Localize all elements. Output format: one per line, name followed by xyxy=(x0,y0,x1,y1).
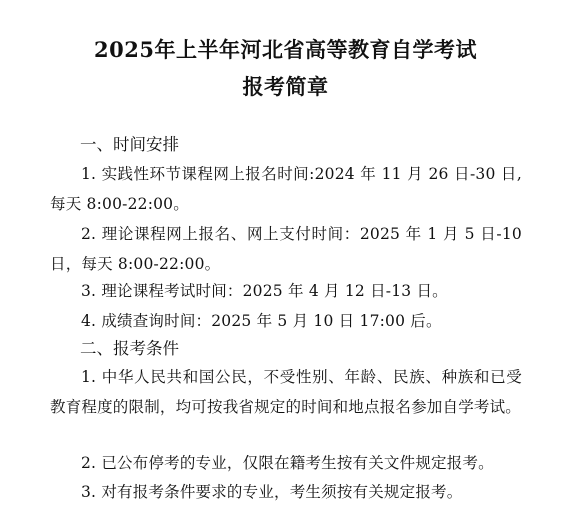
document-title-line-1: 2025年上半年河北省高等教育自学考试 xyxy=(94,37,477,62)
paragraph-major-requirements: 3. 对有报考条件要求的专业，考生须按有关规定报考。 xyxy=(81,483,463,501)
paragraph-theory-registration-time: 2. 理论课程网上报名、网上支付时间：2025 年 1 月 5 日-10 日，每天 8:00-22:00。 xyxy=(50,225,522,273)
paragraph-score-query-time: 4. 成绩查询时间：2025 年 5 月 10 日 17:00 后。 xyxy=(81,312,442,330)
paragraph-citizen-eligibility: 1. 中华人民共和国公民，不受性别、年龄、民族、种族和已受教育程度的限制，均可按我省规定的时间和地点报名参加自学考试。 xyxy=(50,368,522,416)
paragraph-practice-registration-time: 1. 实践性环节课程网上报名时间:2024 年 11 月 26 日-30 日,每天 8:00-22:00。 xyxy=(50,165,522,213)
document-title-line-2: 报考简章 xyxy=(242,74,329,99)
paragraph-exam-time: 3. 理论课程考试时间：2025 年 4 月 12 日-13 日。 xyxy=(81,282,448,300)
section-heading-eligibility: 二、报考条件 xyxy=(80,339,179,358)
paragraph-suspended-majors: 2. 已公布停考的专业，仅限在籍考生按有关文件规定报考。 xyxy=(81,454,494,472)
section-heading-time-schedule: 一、时间安排 xyxy=(80,135,179,154)
